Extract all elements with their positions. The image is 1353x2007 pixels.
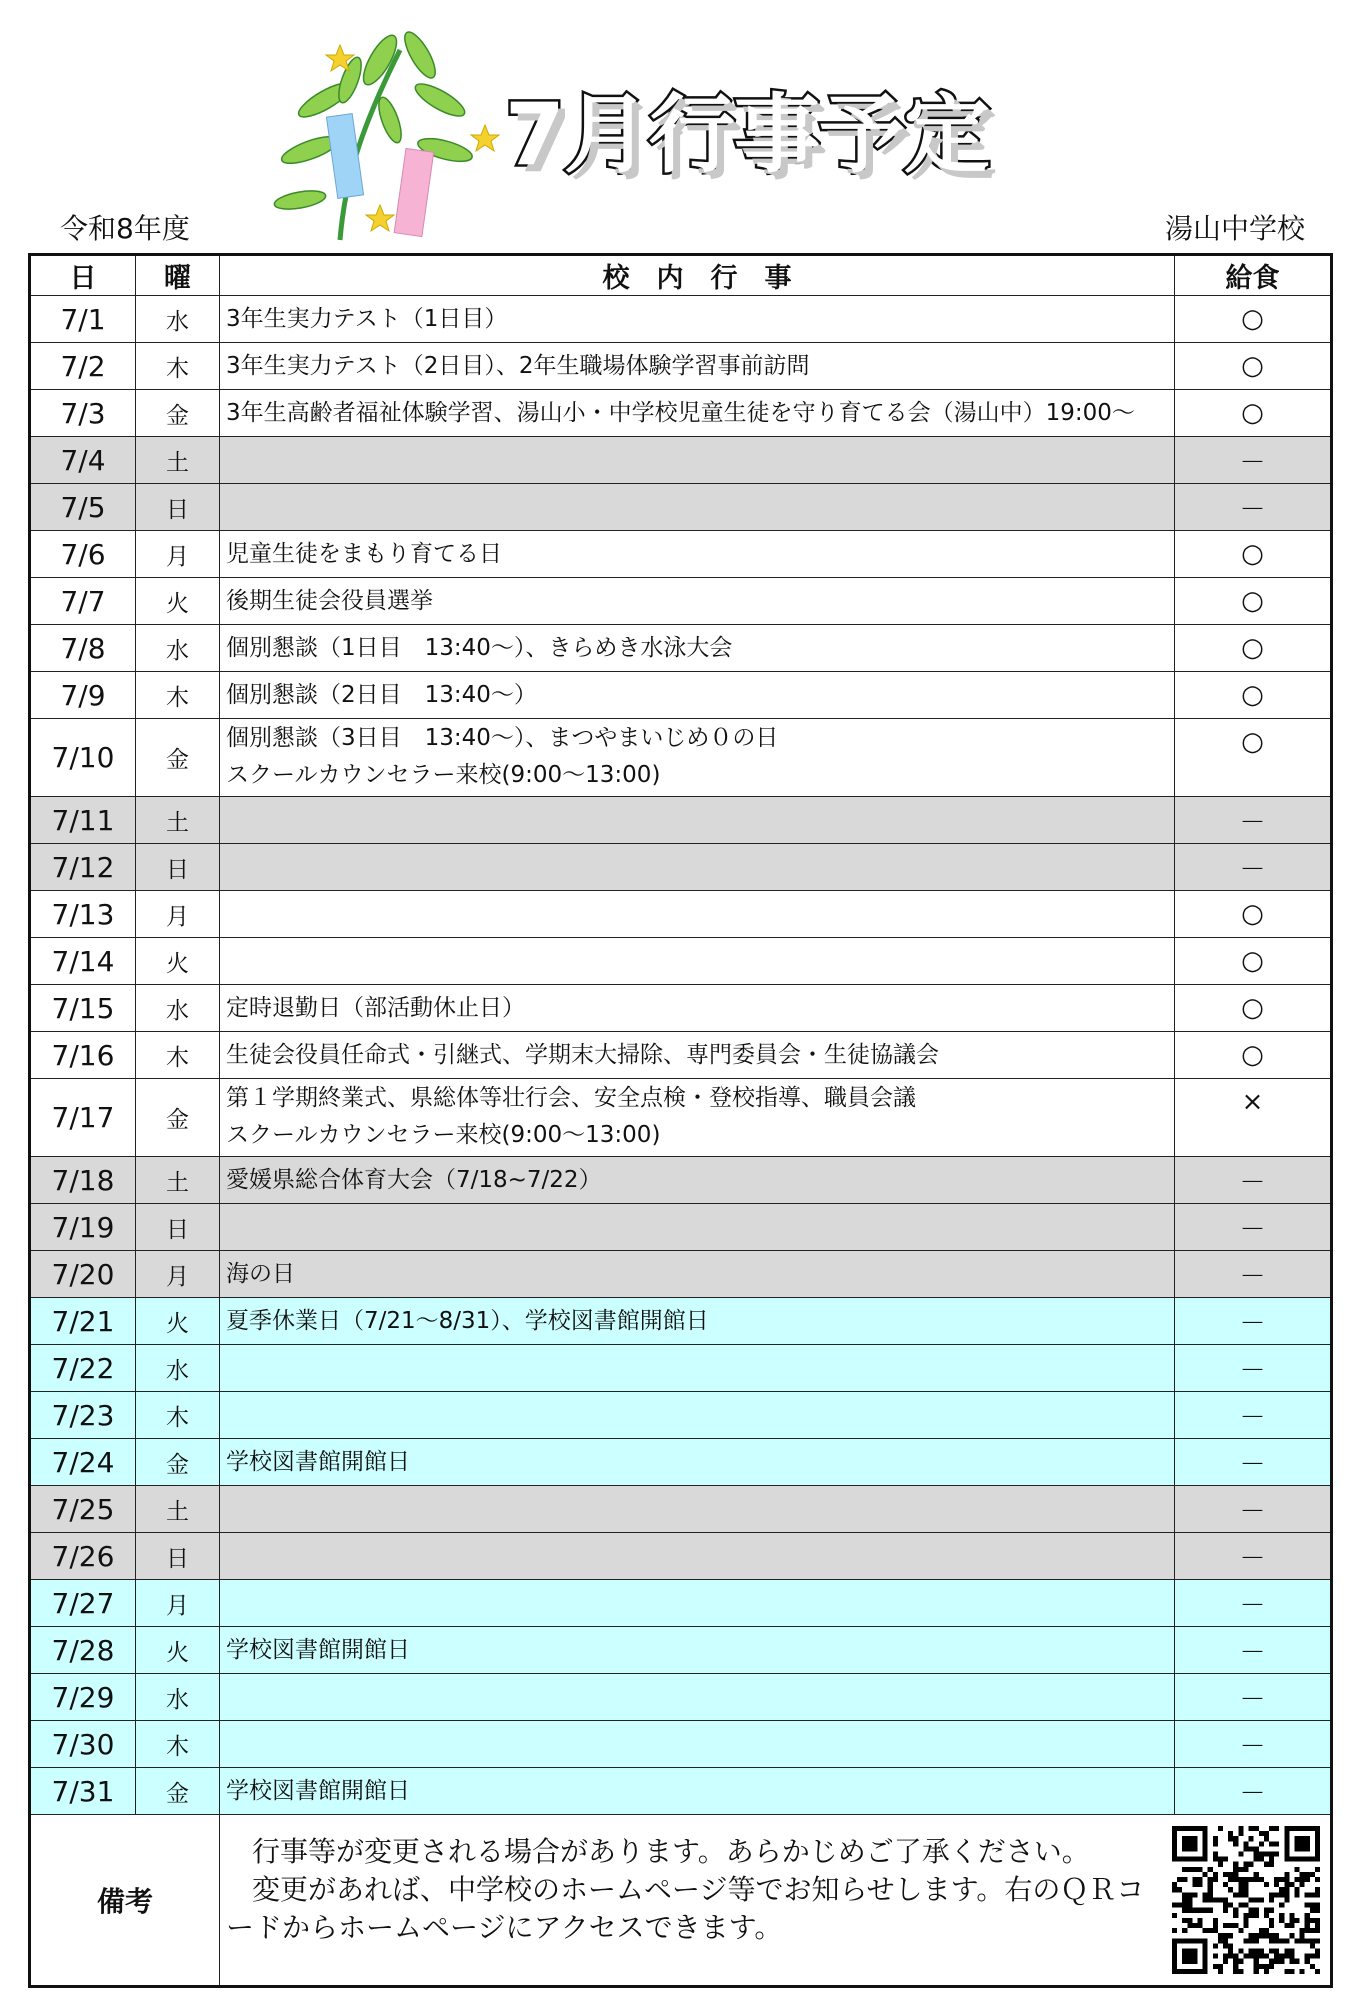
- lunch-cell: －: [1175, 1627, 1332, 1674]
- lunch-cell: －: [1175, 1298, 1332, 1345]
- event-text: 愛媛県総合体育大会（7/18~7/22）: [226, 1166, 602, 1193]
- events-cell: [220, 1345, 1175, 1392]
- events-cell: [220, 1204, 1175, 1251]
- schedule-body: [30, 296, 1332, 1815]
- table-row: [30, 1580, 1332, 1627]
- events-cell: [220, 1533, 1175, 1580]
- day-cell: 7/20: [30, 1251, 136, 1298]
- event-text: 学校図書館開館日: [226, 1636, 410, 1663]
- table-row: [30, 719, 1332, 797]
- event-text: 海の日: [226, 1260, 295, 1287]
- events-cell: [220, 1157, 1175, 1204]
- day-cell: 7/18: [30, 1157, 136, 1204]
- weekday-cell: 金: [136, 1079, 220, 1157]
- day-cell: 7/31: [30, 1768, 136, 1815]
- events-cell: [220, 1580, 1175, 1627]
- weekday-cell: 金: [136, 1439, 220, 1486]
- weekday-cell: 水: [136, 296, 220, 343]
- event-text: 学校図書館開館日: [226, 1448, 410, 1475]
- event-text: スクールカウンセラー来校(9:00～13:00): [226, 1122, 661, 1148]
- lunch-cell: ○: [1175, 343, 1332, 390]
- schedule-table: [28, 253, 1333, 1988]
- weekday-cell: 土: [136, 437, 220, 484]
- lunch-cell: ○: [1175, 985, 1332, 1032]
- weekday-cell: 水: [136, 625, 220, 672]
- column-header-day: 日: [30, 255, 136, 296]
- weekday-cell: 金: [136, 390, 220, 437]
- day-cell: 7/6: [30, 531, 136, 578]
- event-text: 3年生実力テスト（2日目）、2年生職場体験学習事前訪問: [226, 352, 810, 379]
- lunch-cell: －: [1175, 1533, 1332, 1580]
- table-row: [30, 1721, 1332, 1768]
- events-cell: [220, 891, 1175, 938]
- event-text: 3年生高齢者福祉体験学習、湯山小・中学校児童生徒を守り育てる会（湯山中）19:00～: [226, 399, 1135, 426]
- day-cell: 7/26: [30, 1533, 136, 1580]
- events-cell: [220, 343, 1175, 390]
- table-row: [30, 844, 1332, 891]
- day-cell: 7/21: [30, 1298, 136, 1345]
- lunch-cell: －: [1175, 1157, 1332, 1204]
- lunch-cell: －: [1175, 1580, 1332, 1627]
- events-cell: [220, 797, 1175, 844]
- weekday-cell: 金: [136, 1768, 220, 1815]
- events-cell: [220, 484, 1175, 531]
- events-cell: [220, 578, 1175, 625]
- table-row: [30, 891, 1332, 938]
- day-cell: 7/2: [30, 343, 136, 390]
- event-text: スクールカウンセラー来校(9:00～13:00): [226, 762, 661, 788]
- weekday-cell: 月: [136, 891, 220, 938]
- lunch-cell: ○: [1175, 296, 1332, 343]
- page-title: 7月行事予定: [505, 85, 989, 185]
- day-cell: 7/3: [30, 390, 136, 437]
- weekday-cell: 木: [136, 1721, 220, 1768]
- lunch-cell: ○: [1175, 719, 1332, 797]
- table-row: [30, 296, 1332, 343]
- weekday-cell: 日: [136, 844, 220, 891]
- day-cell: 7/4: [30, 437, 136, 484]
- lunch-cell: ○: [1175, 672, 1332, 719]
- lunch-cell: ○: [1175, 578, 1332, 625]
- table-row: [30, 985, 1332, 1032]
- events-cell: [220, 1298, 1175, 1345]
- notes-body: [220, 1815, 1332, 1987]
- weekday-cell: 土: [136, 1486, 220, 1533]
- weekday-cell: 水: [136, 1674, 220, 1721]
- events-cell: [220, 1674, 1175, 1721]
- lunch-cell: ○: [1175, 891, 1332, 938]
- table-row: [30, 938, 1332, 985]
- events-cell: [220, 672, 1175, 719]
- lunch-cell: －: [1175, 1251, 1332, 1298]
- table-row: [30, 343, 1332, 390]
- day-cell: 7/19: [30, 1204, 136, 1251]
- day-cell: 7/30: [30, 1721, 136, 1768]
- day-cell: 7/5: [30, 484, 136, 531]
- events-cell: [220, 1768, 1175, 1815]
- events-cell: [220, 1721, 1175, 1768]
- table-row: [30, 1533, 1332, 1580]
- table-row: [30, 672, 1332, 719]
- fiscal-year: 令和8年度: [60, 212, 190, 245]
- event-text: 第１学期終業式、県総体等壮行会、安全点検・登校指導、職員会議: [226, 1085, 916, 1111]
- column-header-events: 校 内 行 事: [220, 255, 1175, 296]
- weekday-cell: 火: [136, 1298, 220, 1345]
- lunch-cell: －: [1175, 1486, 1332, 1533]
- events-cell: [220, 719, 1175, 797]
- day-cell: 7/7: [30, 578, 136, 625]
- school-name: 湯山中学校: [1164, 212, 1305, 245]
- events-cell: [220, 1627, 1175, 1674]
- day-cell: 7/8: [30, 625, 136, 672]
- table-row: [30, 1392, 1332, 1439]
- day-cell: 7/13: [30, 891, 136, 938]
- star-icon: [366, 205, 394, 231]
- day-cell: 7/27: [30, 1580, 136, 1627]
- lunch-cell: －: [1175, 1345, 1332, 1392]
- table-row: [30, 531, 1332, 578]
- events-cell: [220, 390, 1175, 437]
- lunch-cell: ○: [1175, 531, 1332, 578]
- events-cell: [220, 1251, 1175, 1298]
- events-cell: [220, 1032, 1175, 1079]
- lunch-cell: ○: [1175, 938, 1332, 985]
- weekday-cell: 日: [136, 1204, 220, 1251]
- table-row: [30, 484, 1332, 531]
- table-row: [30, 578, 1332, 625]
- events-cell: [220, 437, 1175, 484]
- table-row: [30, 1674, 1332, 1721]
- event-text: 個別懇談（1日目 13:40～）、きらめき水泳大会: [226, 634, 733, 661]
- lunch-cell: －: [1175, 1392, 1332, 1439]
- events-cell: [220, 1079, 1175, 1157]
- events-cell: [220, 296, 1175, 343]
- events-cell: [220, 1439, 1175, 1486]
- table-row: [30, 437, 1332, 484]
- weekday-cell: 火: [136, 938, 220, 985]
- day-cell: 7/23: [30, 1392, 136, 1439]
- weekday-cell: 土: [136, 1157, 220, 1204]
- table-row: [30, 1768, 1332, 1815]
- lunch-cell: －: [1175, 437, 1332, 484]
- event-text: 個別懇談（3日目 13:40～）、まつやまいじめ０の日: [226, 725, 779, 751]
- event-text: 夏季休業日（7/21～8/31）、学校図書館開館日: [226, 1307, 709, 1334]
- column-header-lunch: 給食: [1175, 255, 1332, 296]
- notes-label: 備考: [30, 1815, 220, 1987]
- table-row: [30, 1486, 1332, 1533]
- notes-line-1: 行事等が変更される場合があります。あらかじめご了承ください。: [252, 1835, 1090, 1868]
- event-text: 個別懇談（2日目 13:40～）: [226, 681, 537, 708]
- lunch-cell: －: [1175, 844, 1332, 891]
- table-row: [30, 625, 1332, 672]
- weekday-cell: 金: [136, 719, 220, 797]
- event-text: 3年生実力テスト（1日目）: [226, 305, 508, 332]
- day-cell: 7/28: [30, 1627, 136, 1674]
- events-cell: [220, 531, 1175, 578]
- lunch-cell: ○: [1175, 1032, 1332, 1079]
- day-cell: 7/10: [30, 719, 136, 797]
- weekday-cell: 木: [136, 672, 220, 719]
- event-text: 学校図書館開館日: [226, 1777, 410, 1804]
- day-cell: 7/11: [30, 797, 136, 844]
- weekday-cell: 月: [136, 531, 220, 578]
- event-text: 後期生徒会役員選挙: [226, 587, 433, 614]
- weekday-cell: 月: [136, 1251, 220, 1298]
- day-cell: 7/16: [30, 1032, 136, 1079]
- event-text: 生徒会役員任命式・引継式、学期末大掃除、専門委員会・生徒協議会: [226, 1041, 939, 1068]
- events-cell: [220, 1392, 1175, 1439]
- table-row: [30, 1157, 1332, 1204]
- day-cell: 7/17: [30, 1079, 136, 1157]
- table-row: [30, 1079, 1332, 1157]
- notes-line-2: 変更があれば、中学校のホームページ等でお知らせします。右のＱＲコードからホームページにアクセスできます。: [226, 1873, 1145, 1944]
- day-cell: 7/24: [30, 1439, 136, 1486]
- event-text: 定時退勤日（部活動休止日）: [226, 994, 525, 1021]
- weekday-cell: 水: [136, 1345, 220, 1392]
- tanabata-bamboo-icon: [270, 20, 510, 245]
- lunch-cell: ×: [1175, 1079, 1332, 1157]
- table-row: [30, 1298, 1332, 1345]
- weekday-cell: 水: [136, 985, 220, 1032]
- event-text: 児童生徒をまもり育てる日: [226, 540, 502, 567]
- table-row: [30, 1345, 1332, 1392]
- events-cell: [220, 938, 1175, 985]
- weekday-cell: 火: [136, 1627, 220, 1674]
- lunch-cell: －: [1175, 797, 1332, 844]
- events-cell: [220, 1486, 1175, 1533]
- table-row: [30, 1439, 1332, 1486]
- events-cell: [220, 625, 1175, 672]
- table-row: [30, 1032, 1332, 1079]
- star-icon: [471, 125, 499, 151]
- day-cell: 7/22: [30, 1345, 136, 1392]
- table-row: [30, 797, 1332, 844]
- day-cell: 7/14: [30, 938, 136, 985]
- weekday-cell: 火: [136, 578, 220, 625]
- table-row: [30, 1204, 1332, 1251]
- lunch-cell: ○: [1175, 390, 1332, 437]
- day-cell: 7/25: [30, 1486, 136, 1533]
- lunch-cell: －: [1175, 1204, 1332, 1251]
- weekday-cell: 月: [136, 1580, 220, 1627]
- table-row: [30, 390, 1332, 437]
- day-cell: 7/15: [30, 985, 136, 1032]
- table-row: [30, 1627, 1332, 1674]
- weekday-cell: 日: [136, 1533, 220, 1580]
- lunch-cell: ○: [1175, 625, 1332, 672]
- events-cell: [220, 985, 1175, 1032]
- weekday-cell: 木: [136, 343, 220, 390]
- day-cell: 7/1: [30, 296, 136, 343]
- lunch-cell: －: [1175, 1439, 1332, 1486]
- day-cell: 7/9: [30, 672, 136, 719]
- weekday-cell: 木: [136, 1032, 220, 1079]
- qr-code-icon[interactable]: [1172, 1825, 1320, 1975]
- day-cell: 7/29: [30, 1674, 136, 1721]
- table-row: [30, 1251, 1332, 1298]
- day-cell: 7/12: [30, 844, 136, 891]
- weekday-cell: 土: [136, 797, 220, 844]
- column-header-weekday: 曜: [136, 255, 220, 296]
- lunch-cell: －: [1175, 1674, 1332, 1721]
- weekday-cell: 日: [136, 484, 220, 531]
- lunch-cell: －: [1175, 1721, 1332, 1768]
- events-cell: [220, 844, 1175, 891]
- weekday-cell: 木: [136, 1392, 220, 1439]
- lunch-cell: －: [1175, 484, 1332, 531]
- lunch-cell: －: [1175, 1768, 1332, 1815]
